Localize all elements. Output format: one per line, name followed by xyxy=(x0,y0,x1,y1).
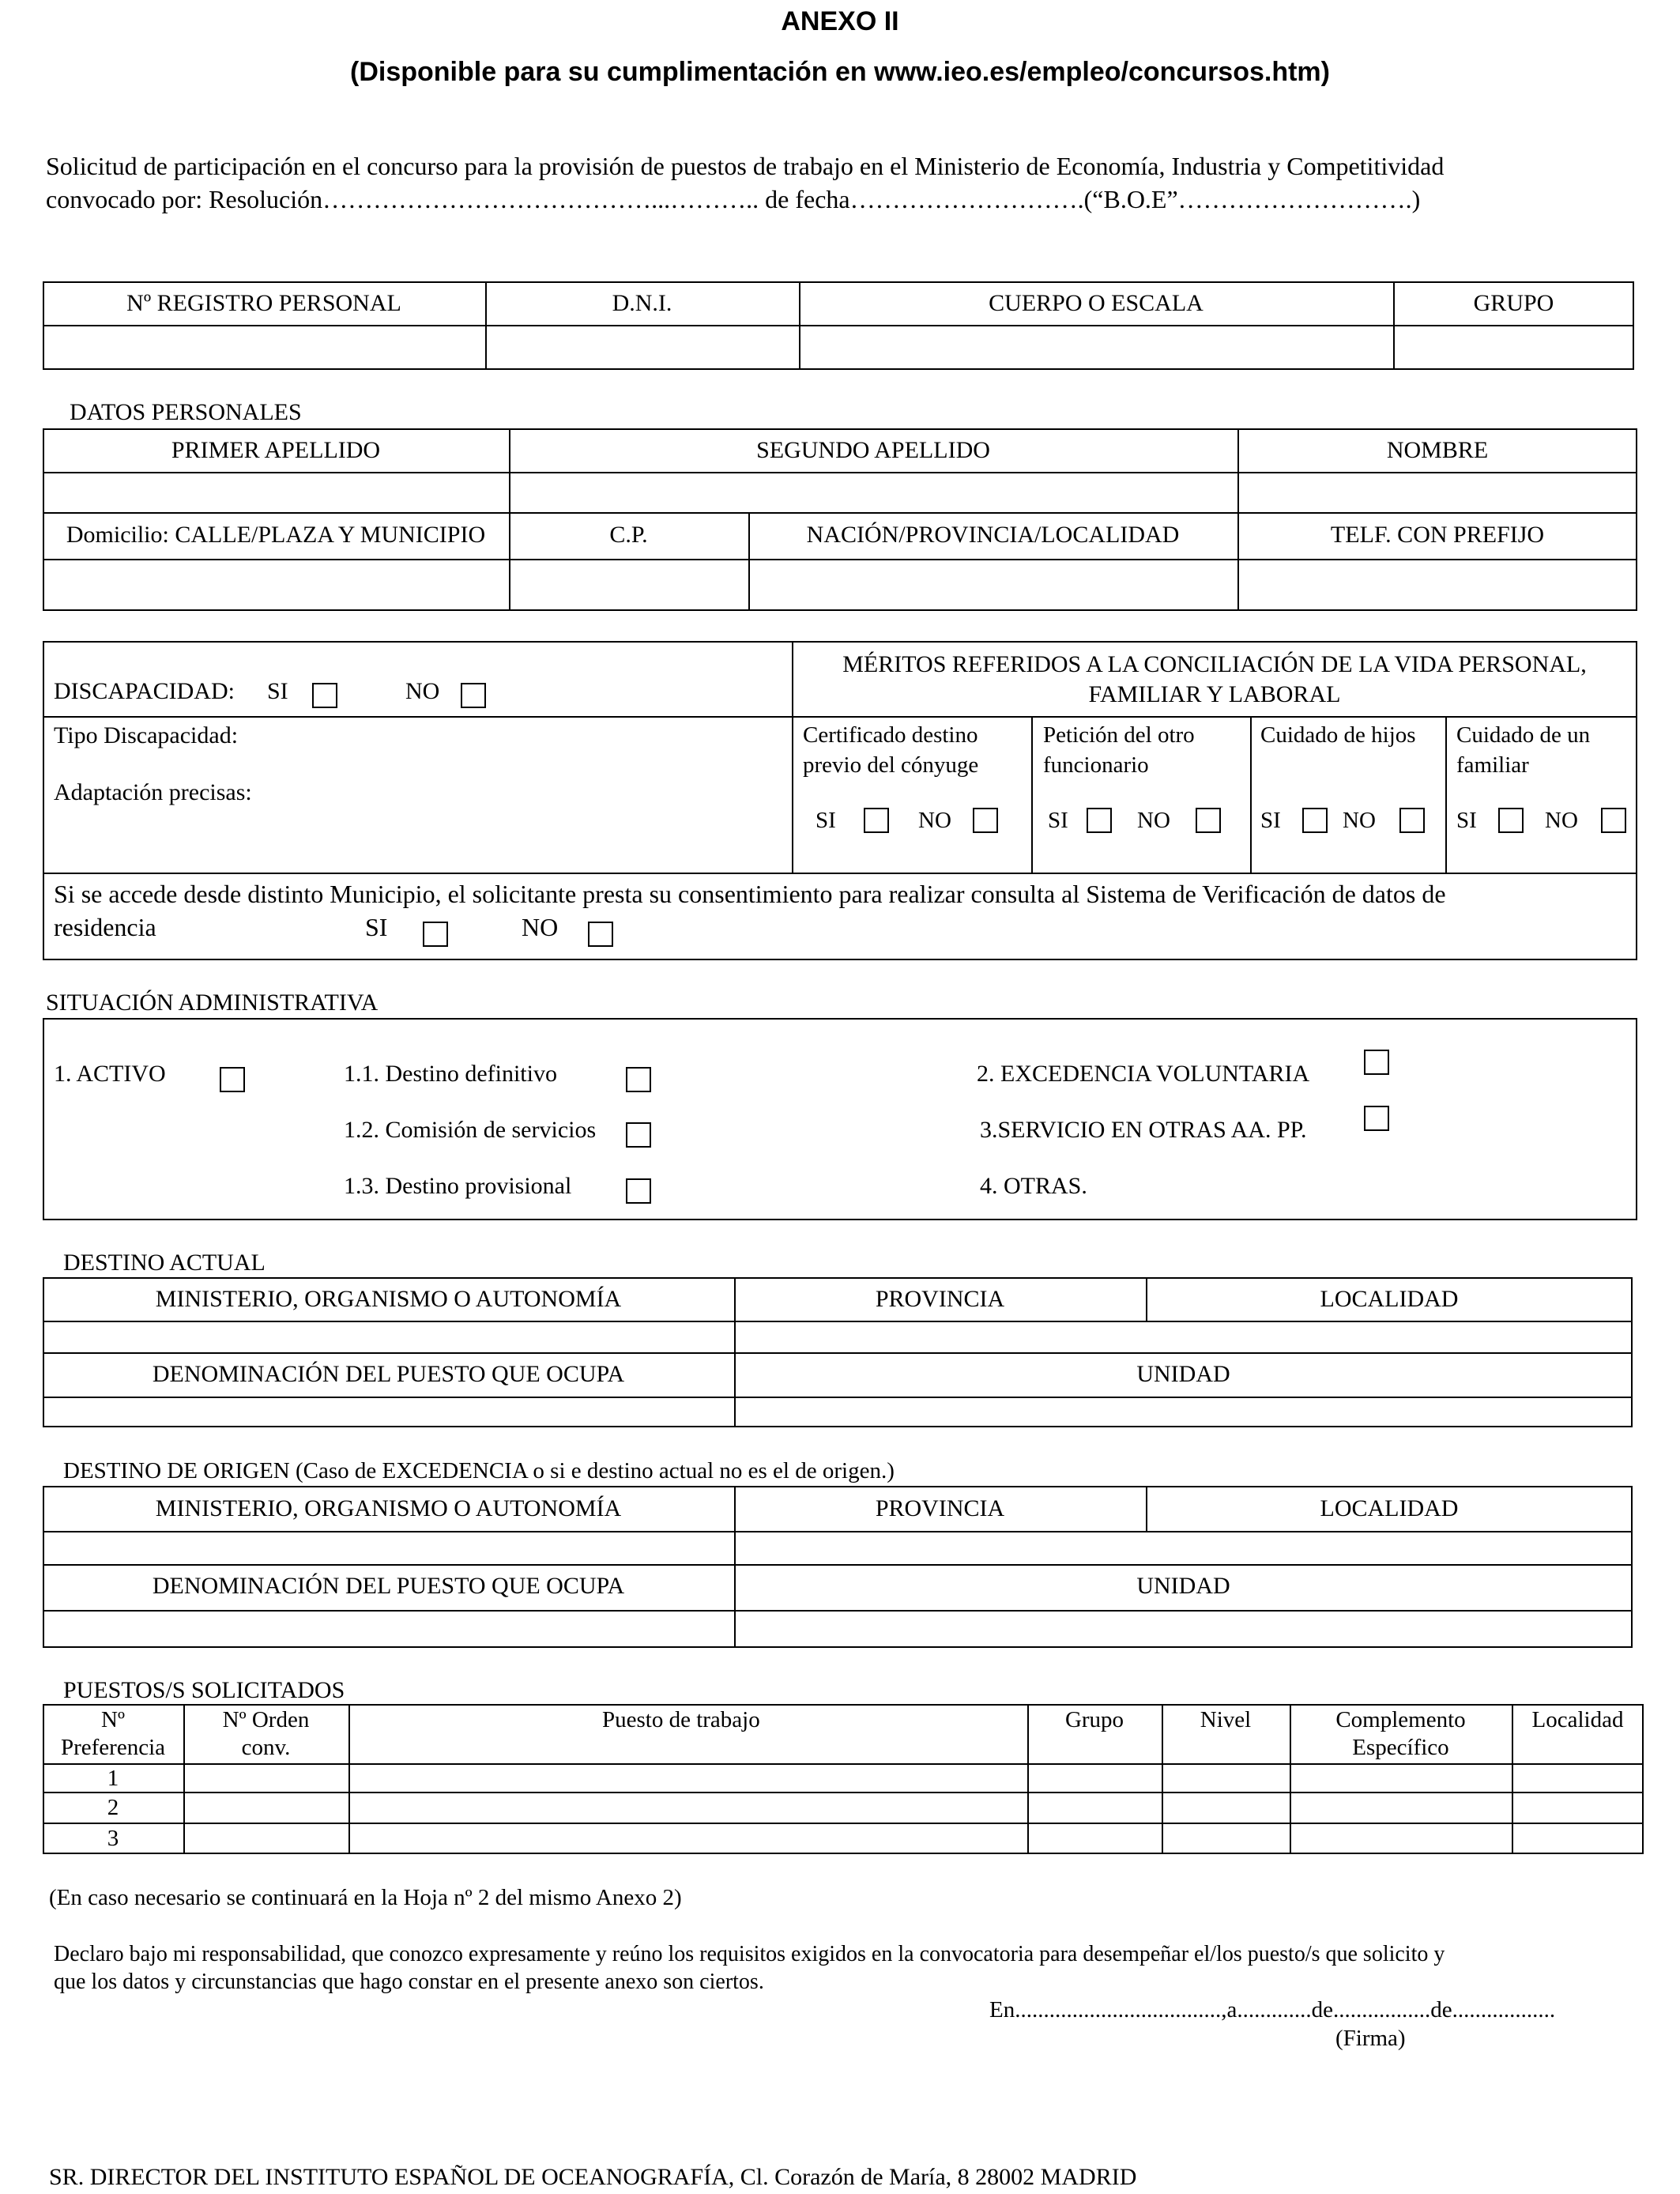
adaptacion-field[interactable] xyxy=(269,776,782,808)
ph-preferencia-1: Nº xyxy=(101,1707,125,1732)
header-nacion: NACIÓN/PROVINCIA/LOCALIDAD xyxy=(806,522,1180,548)
puesto-row-3-fields[interactable] xyxy=(185,1824,1642,1853)
familiar-si-checkbox[interactable] xyxy=(1498,808,1524,833)
nombre-field[interactable] xyxy=(1239,473,1636,511)
telefono-field[interactable] xyxy=(1239,560,1636,609)
consent-no-label: NO xyxy=(522,913,559,941)
discapacidad-no-label: NO xyxy=(405,678,440,704)
merit-col-2-line-2: funcionario xyxy=(1043,752,1149,778)
otras-label: 4. OTRAS. xyxy=(980,1173,1087,1199)
ph-complemento-1: Complemento xyxy=(1335,1707,1466,1732)
adaptacion-label: Adaptación precisas: xyxy=(54,779,252,805)
form-title: ANEXO II xyxy=(781,6,899,36)
puesto-row-2-number: 2 xyxy=(107,1795,119,1820)
da-header-unidad: UNIDAD xyxy=(1136,1361,1230,1387)
do-denominacion-field[interactable] xyxy=(44,1612,733,1646)
da-localidad-field[interactable] xyxy=(1147,1322,1631,1351)
ph-preferencia-2: Preferencia xyxy=(60,1735,165,1760)
excedencia-label: 2. EXCEDENCIA VOLUNTARIA xyxy=(977,1061,1310,1087)
servicio-label: 3.SERVICIO EN OTRAS AA. PP. xyxy=(980,1117,1307,1143)
section-puestos: PUESTOS/S SOLICITADOS xyxy=(63,1677,345,1703)
do-header-localidad: LOCALIDAD xyxy=(1320,1495,1459,1521)
merit-col-1-line-1: Certificado destino xyxy=(803,722,978,748)
provisional-checkbox[interactable] xyxy=(626,1178,651,1204)
meritos-title-2: FAMILIAR Y LABORAL xyxy=(1088,681,1341,707)
declaration-line-1: Declaro bajo mi responsabilidad, que conozco expresamente y reúno los requisitos exigidos en la convocatoria para desempeñar el/los puesto/s que solicito y xyxy=(54,1942,1445,1966)
discapacidad-label: DISCAPACIDAD: xyxy=(54,678,235,704)
da-unidad-field[interactable] xyxy=(736,1398,1631,1426)
nacion-field[interactable] xyxy=(750,560,1236,609)
addressee: SR. DIRECTOR DEL INSTITUTO ESPAÑOL DE OCEANOGRAFÍA, Cl. Corazón de María, 8 28002 MADRID xyxy=(49,2164,1137,2190)
do-ministerio-field[interactable] xyxy=(44,1532,733,1563)
form-subtitle: (Disponible para su cumplimentación en www.ieo.es/empleo/concursos.htm) xyxy=(350,57,1330,87)
consent-si-checkbox[interactable] xyxy=(423,922,448,947)
header-registro: Nº REGISTRO PERSONAL xyxy=(126,290,401,316)
header-cuerpo: CUERPO O ESCALA xyxy=(989,290,1203,316)
meritos-title-1: MÉRITOS REFERIDOS A LA CONCILIACIÓN DE LA VIDA PERSONAL, xyxy=(842,651,1587,677)
ph-complemento-2: Específico xyxy=(1352,1735,1449,1760)
hijos-si-checkbox[interactable] xyxy=(1302,808,1328,833)
merit-col-3-si: SI xyxy=(1260,808,1281,833)
conyuge-si-checkbox[interactable] xyxy=(864,808,889,833)
activo-checkbox[interactable] xyxy=(220,1067,245,1092)
do-localidad-field[interactable] xyxy=(1147,1532,1631,1563)
header-nombre: NOMBRE xyxy=(1386,437,1489,463)
da-header-provincia: PROVINCIA xyxy=(875,1286,1005,1312)
dni-field[interactable] xyxy=(487,326,797,368)
section-datos-personales: DATOS PERSONALES xyxy=(70,399,302,425)
merit-col-4-line-2: familiar xyxy=(1456,752,1529,778)
destino-definitivo-checkbox[interactable] xyxy=(626,1067,651,1092)
hijos-no-checkbox[interactable] xyxy=(1399,808,1425,833)
consent-line-1: Si se accede desde distinto Municipio, el solicitante presta su consentimiento para realizar consulta al Sistema de Verificación de datos de xyxy=(54,880,1446,908)
consent-no-checkbox[interactable] xyxy=(588,922,613,947)
registro-field[interactable] xyxy=(44,326,484,368)
do-header-denominacion: DENOMINACIÓN DEL PUESTO QUE OCUPA xyxy=(152,1573,625,1599)
da-ministerio-field[interactable] xyxy=(44,1322,733,1351)
merit-col-2-no: NO xyxy=(1137,808,1170,833)
merit-col-4-line-1: Cuidado de un xyxy=(1456,722,1591,748)
ph-orden-1: Nº Orden xyxy=(222,1707,310,1732)
merit-col-1-si: SI xyxy=(816,808,836,833)
do-header-provincia: PROVINCIA xyxy=(875,1495,1005,1521)
merit-col-2-line-1: Petición del otro xyxy=(1043,722,1195,748)
discapacidad-no-checkbox[interactable] xyxy=(461,683,486,708)
da-provincia-field[interactable] xyxy=(736,1322,1144,1351)
intro-line-1: Solicitud de participación en el concurso para la provisión de puestos de trabajo en el Ministerio de Economía, Industria y Competitividad xyxy=(46,152,1445,180)
section-destino-actual: DESTINO ACTUAL xyxy=(63,1250,266,1276)
header-grupo: GRUPO xyxy=(1473,290,1554,316)
header-telefono: TELF. CON PREFIJO xyxy=(1330,522,1545,548)
puesto-row-1-fields[interactable] xyxy=(185,1765,1642,1790)
do-unidad-field[interactable] xyxy=(736,1612,1631,1646)
merit-col-4-no: NO xyxy=(1545,808,1578,833)
discapacidad-si-checkbox[interactable] xyxy=(312,683,337,708)
header-domicilio: Domicilio: CALLE/PLAZA Y MUNICIPIO xyxy=(66,522,486,548)
header-primer-apellido: PRIMER APELLIDO xyxy=(171,437,381,463)
provisional-label: 1.3. Destino provisional xyxy=(344,1173,572,1199)
tipo-discapacidad-label: Tipo Discapacidad: xyxy=(54,722,239,748)
cuerpo-field[interactable] xyxy=(800,326,1392,368)
comision-checkbox[interactable] xyxy=(626,1122,651,1148)
destino-definitivo-label: 1.1. Destino definitivo xyxy=(344,1061,557,1087)
da-denominacion-field[interactable] xyxy=(44,1398,733,1426)
continuation-note: (En caso necesario se continuará en la Hoja nº 2 del mismo Anexo 2) xyxy=(49,1885,682,1910)
domicilio-field[interactable] xyxy=(44,560,507,609)
do-header-unidad: UNIDAD xyxy=(1136,1573,1230,1599)
tipo-discapacidad-field[interactable] xyxy=(261,719,782,751)
da-header-ministerio: MINISTERIO, ORGANISMO O AUTONOMÍA xyxy=(155,1286,622,1312)
ph-nivel: Nivel xyxy=(1200,1707,1252,1732)
intro-line-2: convocado por: Resolución…………………………………...……….. de fecha……………………….(“B.O.E”……………………….) xyxy=(46,185,1421,213)
situacion-box xyxy=(43,1018,1637,1220)
section-situacion: SITUACIÓN ADMINISTRATIVA xyxy=(46,990,379,1016)
ph-localidad: Localidad xyxy=(1531,1707,1624,1732)
merit-col-1-line-2: previo del cónyuge xyxy=(803,752,979,778)
puesto-row-3-number: 3 xyxy=(107,1826,119,1851)
familiar-no-checkbox[interactable] xyxy=(1601,808,1626,833)
ph-orden-2: conv. xyxy=(241,1735,291,1760)
merit-col-3-no: NO xyxy=(1343,808,1376,833)
header-segundo-apellido: SEGUNDO APELLIDO xyxy=(756,437,990,463)
otro-funcionario-si-checkbox[interactable] xyxy=(1087,808,1112,833)
do-provincia-field[interactable] xyxy=(736,1532,1144,1563)
da-header-denominacion: DENOMINACIÓN DEL PUESTO QUE OCUPA xyxy=(152,1361,625,1387)
merit-col-1-no: NO xyxy=(918,808,951,833)
do-header-ministerio: MINISTERIO, ORGANISMO O AUTONOMÍA xyxy=(155,1495,622,1521)
activo-label: 1. ACTIVO xyxy=(54,1061,166,1087)
declaration-line-2: que los datos y circunstancias que hago constar en el presente anexo son ciertos. xyxy=(54,1970,764,1994)
segundo-apellido-field[interactable] xyxy=(510,473,1236,511)
puesto-row-1-number: 1 xyxy=(107,1766,119,1791)
ph-puesto: Puesto de trabajo xyxy=(602,1707,760,1732)
header-cp: C.P. xyxy=(609,522,648,548)
cp-field[interactable] xyxy=(510,560,747,609)
merit-col-2-si: SI xyxy=(1048,808,1068,833)
excedencia-checkbox[interactable] xyxy=(1364,1050,1389,1075)
merit-col-3-line-1: Cuidado de hijos xyxy=(1260,722,1416,748)
servicio-checkbox[interactable] xyxy=(1364,1106,1389,1131)
consent-si-label: SI xyxy=(365,913,388,941)
conyuge-no-checkbox[interactable] xyxy=(973,808,998,833)
grupo-field[interactable] xyxy=(1395,326,1633,368)
header-dni: D.N.I. xyxy=(612,290,672,316)
consent-line-2: residencia xyxy=(54,913,156,941)
otro-funcionario-no-checkbox[interactable] xyxy=(1196,808,1221,833)
primer-apellido-field[interactable] xyxy=(44,473,507,511)
section-destino-origen: DESTINO DE ORIGEN (Caso de EXCEDENCIA o si e destino actual no es el de origen.) xyxy=(63,1458,895,1483)
comision-label: 1.2. Comisión de servicios xyxy=(344,1117,597,1143)
discapacidad-si-label: SI xyxy=(267,678,288,704)
da-header-localidad: LOCALIDAD xyxy=(1320,1286,1459,1312)
signature-label: (Firma) xyxy=(1335,2026,1406,2051)
puesto-row-2-fields[interactable] xyxy=(185,1793,1642,1821)
place-date-line[interactable]: En....................................,a.............de.................de.................. xyxy=(989,1997,1556,2022)
ph-grupo: Grupo xyxy=(1064,1707,1124,1732)
merit-col-4-si: SI xyxy=(1456,808,1477,833)
